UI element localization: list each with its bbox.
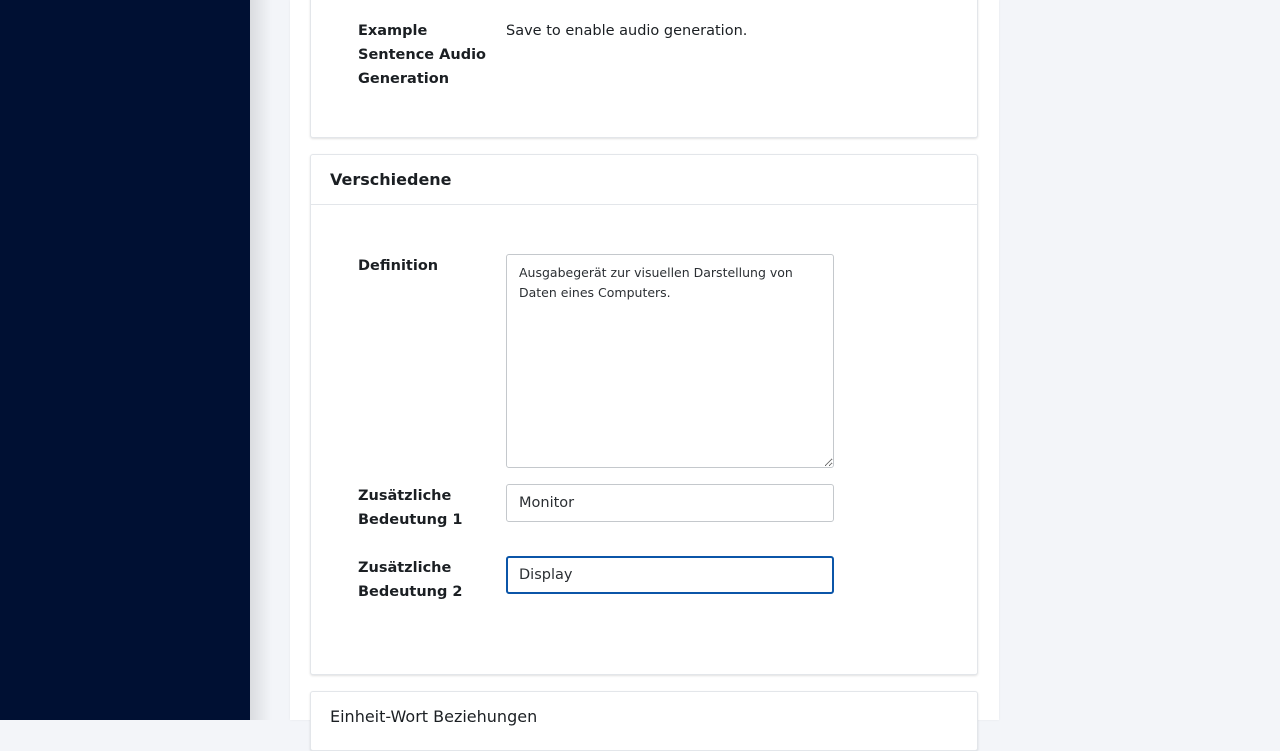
misc-card-header bbox=[311, 155, 977, 205]
relations-card bbox=[310, 691, 978, 751]
sidebar-shadow bbox=[250, 0, 272, 720]
relations-card-title: Einheit-Wort Beziehungen bbox=[330, 707, 538, 726]
meaning1-input[interactable] bbox=[506, 484, 834, 522]
meaning2-input[interactable] bbox=[506, 556, 834, 594]
audio-generation-value: Save to enable audio generation. bbox=[506, 23, 748, 39]
sidebar bbox=[0, 0, 250, 720]
misc-card bbox=[310, 154, 978, 675]
definition-label: Definition bbox=[358, 258, 439, 274]
meaning2-label: Zusätzliche Bedeutung 2 bbox=[358, 560, 463, 600]
definition-textarea[interactable] bbox=[506, 254, 834, 468]
misc-card-title: Verschiedene bbox=[330, 170, 452, 189]
audio-generation-label: Example Sentence Audio Generation bbox=[358, 23, 487, 87]
audio-generation-card bbox=[310, 0, 978, 138]
meaning1-label: Zusätzliche Bedeutung 1 bbox=[358, 488, 463, 528]
